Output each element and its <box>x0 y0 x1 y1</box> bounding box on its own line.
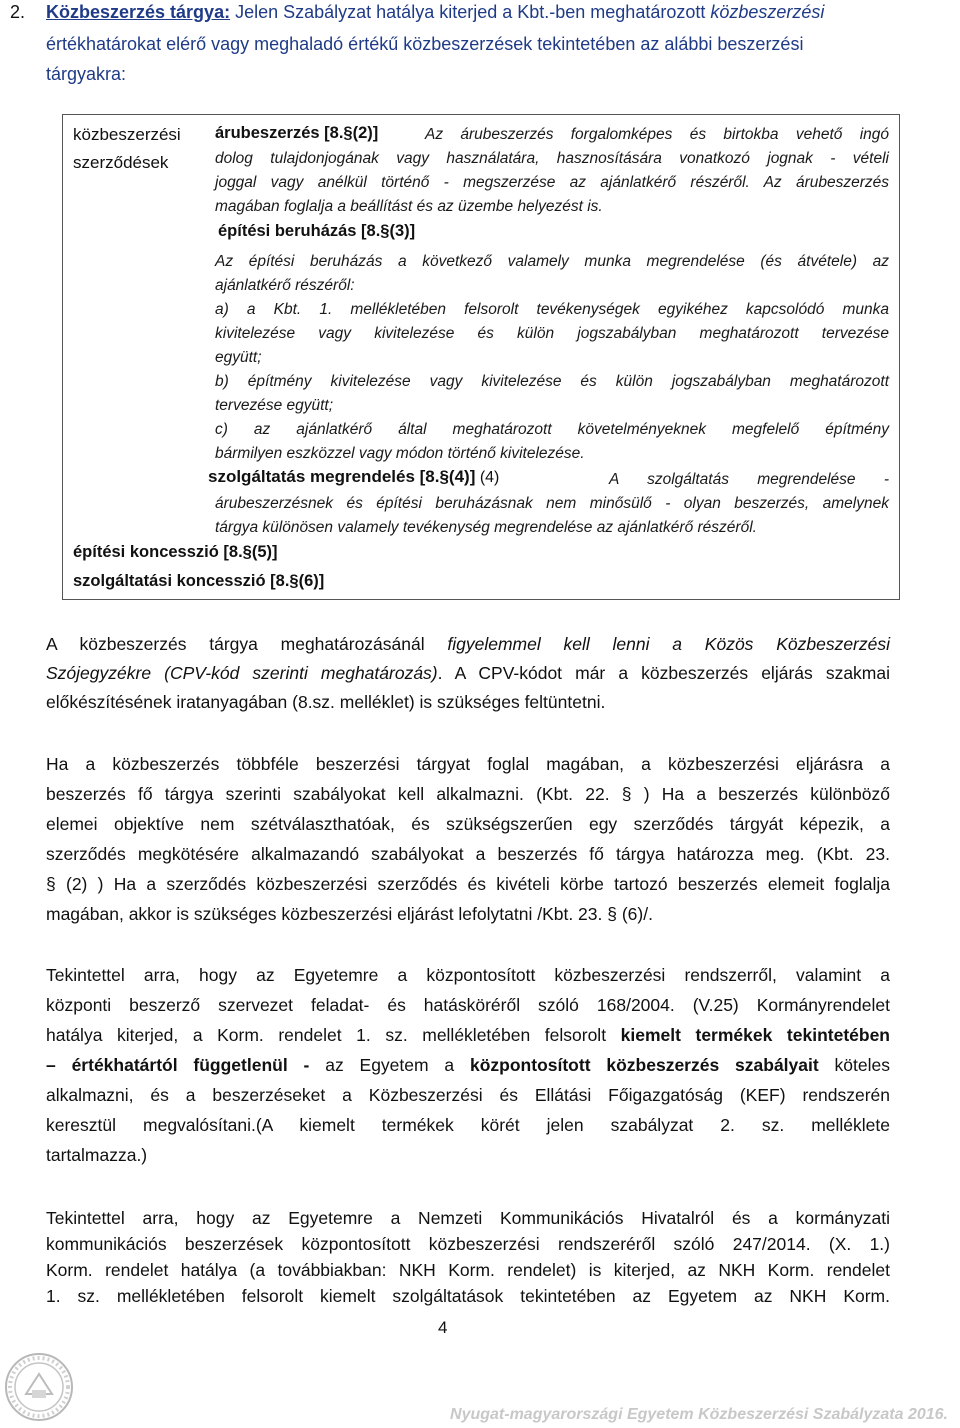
p1-text: előkészítésének iratanyagában (8.sz. melléklet) is szükséges feltüntetni. <box>46 692 606 712</box>
p3-line: Tekintettel arra, hogy az Egyetemre a központosított közbeszerzési rendszerről, valamint a <box>46 965 890 985</box>
left-label-1: közbeszerzési <box>73 125 181 144</box>
epitesi-line: Az építési beruházás a következő valamely munka megrendelése (és átvétele) az <box>215 253 889 270</box>
epitesi-line: kivitelezése vagy kivitelezése és külön jogszabályban meghatározott tervezése <box>215 325 889 342</box>
aru-line: Az árubeszerzés forgalomképes és birtokba vehető ingó <box>425 126 889 143</box>
epitesi-title: építési beruházás [8.§(3)] <box>218 222 416 240</box>
szolg-line: A szolgáltatás megrendelése - <box>609 471 889 488</box>
epitesi-line: bármilyen eszközzel vagy módon történő kivitelezése. <box>215 445 585 462</box>
p2-line: beszerzés fő tárgya szerinti szabályokat kell alkalmazni. (Kbt. 22. § ) Ha a beszerzés különböző <box>46 784 890 804</box>
p2-line: elemei objektíve nem szétválaszthatóak, és szükségszerűen egy szerződés tárgyát képezik, a <box>46 814 890 834</box>
p3-text: köteles <box>818 1055 890 1075</box>
p3-line: központi beszerző szervezet feladat- és hatásköréről szóló 168/2004. (V.25) Kormányrendelet <box>46 995 890 1015</box>
p3-line: keresztül megvalósítani.(A kiemelt termékek körét jelen szabályzat 2. sz. melléklete <box>46 1115 890 1135</box>
heading-line1-text: Jelen Szabályzat hatálya kiterjed a Kbt.-ben meghatározott <box>230 2 711 22</box>
szolg-title: szolgáltatás megrendelés [8.§(4)] <box>208 467 476 486</box>
p2-line: Ha a közbeszerzés többféle beszerzési tárgyat foglal magában, a közbeszerzési eljárásra a <box>46 754 890 774</box>
section-heading <box>0 0 960 90</box>
p1-italic: figyelemmel kell lenni a Közös Közbeszerzési <box>447 634 890 654</box>
p2-line: § (2) ) Ha a szerződés közbeszerzési szerződés és kivételi körbe tartozó beszerzés elemeit foglalja <box>46 874 890 894</box>
aru-line: joggal vagy anélkül történő - megszerzése az ajánlatkérő részéről. Az árubeszerzés <box>215 174 889 191</box>
procurement-types-table <box>62 114 900 600</box>
page-number: 4 <box>438 1318 448 1337</box>
p3-bold: központosított közbeszerzés szabályait <box>470 1055 819 1075</box>
footer-text: Nyugat-magyarországi Egyetem Közbeszerzési Szabályzata 2016. <box>450 1406 948 1423</box>
heading-line1-italic: közbeszerzési <box>710 2 825 22</box>
szolg-line: tárgya különösen valamely tevékenység megrendelése az ajánlatkérő részéről. <box>215 519 757 536</box>
left-label-2: szerződések <box>73 153 169 172</box>
epitesi-line: tervezése együtt; <box>215 397 334 414</box>
heading-line3: tárgyakra: <box>46 64 127 84</box>
epitesi-koncesszio: építési koncesszió [8.§(5)] <box>73 543 278 561</box>
p1-text: A közbeszerzés tárgya meghatározásánál <box>46 634 448 654</box>
szolg-num: (4) <box>475 469 500 486</box>
p3-bold: kiemelt termékek tekintetében <box>620 1025 890 1045</box>
p4-line: Korm. rendelet hatálya (a továbbiakban: NKH Korm. rendelet) is kiterjed, az NKH Korm. rendelet <box>46 1260 890 1280</box>
epitesi-line: c) az ajánlatkérő által meghatározott követelményeknek megfelelő építmény <box>215 421 889 438</box>
szolg-koncesszio: szolgáltatási koncesszió [8.§(6)] <box>73 572 325 590</box>
szolg-line: árubeszerzésnek és építési beruházásnak nem minősülő - olyan beszerzés, amelynek <box>215 495 889 512</box>
p3-line: alkalmazni, és a beszerzéseket a Közbeszerzési és Ellátási Főigazgatóság (KEF) rendszerén <box>46 1085 890 1105</box>
p3-text: az Egyetem a <box>309 1055 470 1075</box>
section-number: 2. <box>10 2 26 22</box>
p1-text: . A CPV-kódot már a közbeszerzés eljárás szakmai <box>437 663 891 683</box>
epitesi-line: b) építmény kivitelezése vagy kivitelezése és külön jogszabályban meghatározott <box>215 373 889 390</box>
p3-line: tartalmazza.) <box>46 1145 148 1165</box>
epitesi-line: a) a Kbt. 1. mellékletében felsorolt tevékenységek egyikéhez kapcsolódó munka <box>215 301 889 318</box>
p3-text: hatálya kiterjed, a Korm. rendelet 1. sz. mellékletében felsorolt <box>46 1025 621 1045</box>
p2-line: magában, akkor is szükséges közbeszerzési eljárást lefolytatni /Kbt. 23. § (6)/. <box>46 904 653 924</box>
p1-italic: Szójegyzékre (CPV-kód szerinti meghatározás) <box>46 663 438 683</box>
epitesi-line: együtt; <box>215 349 262 366</box>
p4-line: kommunikációs beszerzések központosított közbeszerzési rendszeréről szóló 247/2014. (X. 1.) <box>46 1234 890 1254</box>
heading-line2: értékhatárokat elérő vagy meghaladó értékű közbeszerzések tekintetében az alábbi beszerzési <box>46 34 804 54</box>
section-title-label: Közbeszerzés tárgya: <box>46 2 231 22</box>
aru-line: magában foglalja a beállítást és az üzembe helyezést is. <box>215 198 603 215</box>
p4-line: Tekintettel arra, hogy az Egyetemre a Nemzeti Kommunikációs Hivatalról és a kormányzati <box>46 1208 890 1228</box>
epitesi-line: ajánlatkérő részéről: <box>215 277 355 294</box>
aru-title: árubeszerzés [8.§(2)] <box>215 124 379 142</box>
p2-line: szerződés megkötésére alkalmazandó szabályokat a beszerzés fő tárgya határozza meg. (Kbt. 23. <box>46 844 890 864</box>
aru-line: dolog tulajdonjogának vagy használatára, hasznosítására vonatkozó jognak - vételi <box>215 150 889 167</box>
university-seal-icon <box>4 1352 74 1422</box>
p3-bold: – értékhatártól függetlenül - <box>46 1055 310 1075</box>
p4-line: 1. sz. mellékletében felsorolt kiemelt szolgáltatások tekintetében az Egyetem az NKH Korm. <box>46 1286 890 1306</box>
